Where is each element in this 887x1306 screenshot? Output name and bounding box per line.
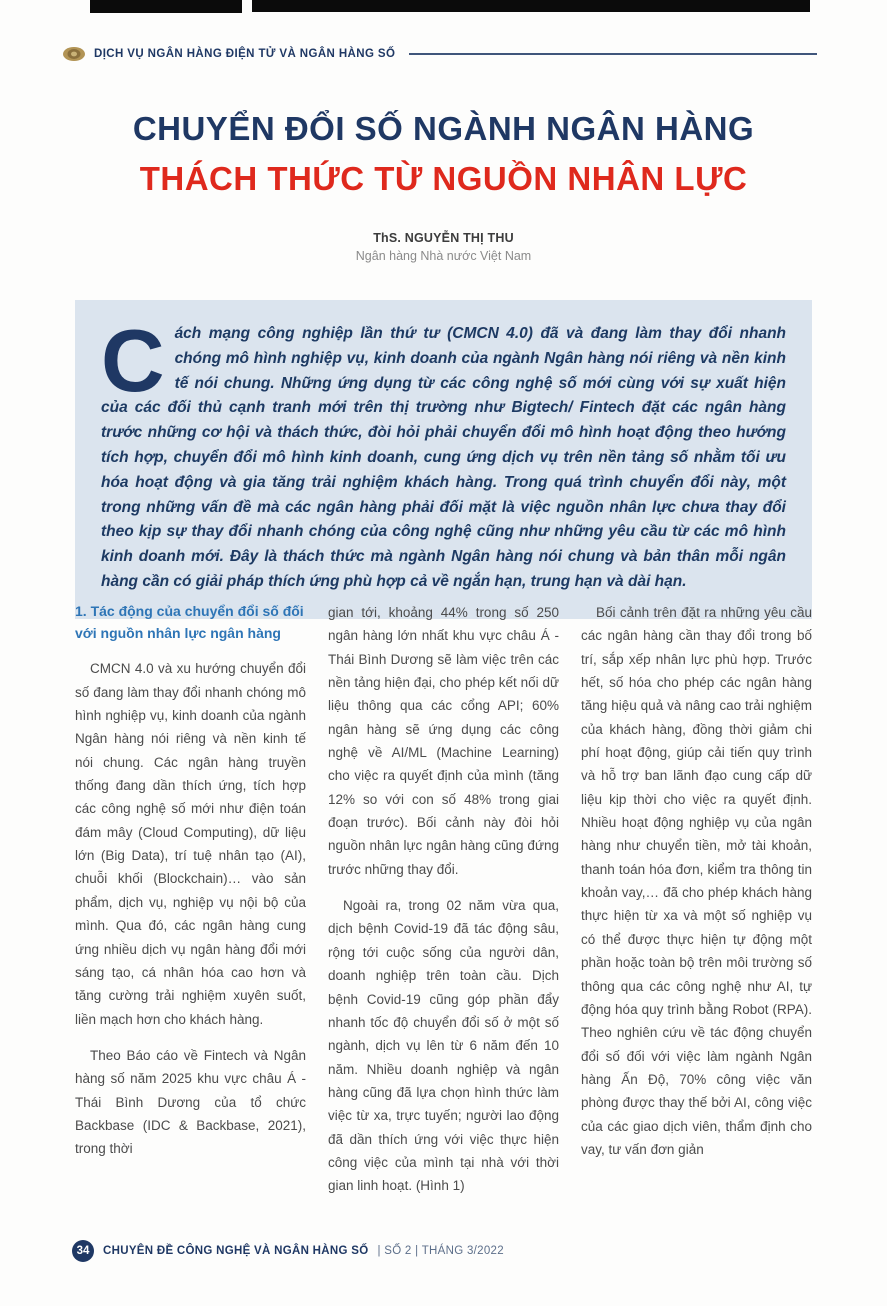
paragraph: Bối cảnh trên đặt ra những yêu cầu các ngân hàng cần thay đổi trong bố trí, sắp xếp nhân lực phù hợp. Trước hết, số hóa cho phép các ngân hàng tăng hiệu quả và nâng cao trải nghiệm của khách hàng, đồng thời giảm chi phí hoạt động, giúp cải tiến quy trình và hỗ trợ ban lãnh đạo cung cấp dữ liệu kịp thời cho việc ra quyết định. Nhiều hoạt động nghiệp vụ của ngân hàng như chuyển tiền, mở tài khoản, thanh toán hóa đơn, kiểm tra thông tin khoản vay,… đã cho phép khách hàng thực hiện từ xa và một số nghiệp vụ có thể được thực hiện tự động một phần hoặc toàn bộ trên môi trường số thông qua các công nghệ như AI, tự động hóa quy trình bằng Robot (RPA). Theo nghiên cứu về tác động chuyển đổi số đối với việc làm ngành Ngân hàng Ấn Độ, 70% công việc văn phòng được thay thế bởi AI, công việc của các giao dịch viên, thẩm định cho vay, tư vấn đơn giản [581, 605, 812, 1157]
footer-issue-info: | SỐ 2 | THÁNG 3/2022 [377, 1245, 504, 1257]
abstract-box [75, 300, 812, 619]
author-block [0, 231, 887, 263]
article-title [0, 110, 887, 198]
abstract-text [101, 311, 786, 595]
page-number-badge: 34 [72, 1240, 94, 1262]
abstract-body: ách mạng công nghiệp lần thứ tư (CMCN 4.0) đã và đang làm thay đổi nhanh chóng mô hình nghiệp vụ, kinh doanh của ngành Ngân hàng nói riêng và nền kinh tế nói chung. Những ứng dụng từ các công nghệ số mới cùng với sự xuất hiện của các đối thủ cạnh tranh mới trên thị trường như Bigtech/ Fintech đặt các ngân hàng trước những cơ hội và thách thức, đòi hỏi phải chuyển đổi mô hình hoạt động theo hướng tích hợp, chuyển đổi mô hình kinh doanh, cung ứng dịch vụ trên nền tảng số nhằm tối ưu hóa hoạt động và gia tăng trải nghiệm khách hàng. Trong quá trình chuyển đổi này, một trong những vấn đề mà các ngân hàng phải đối mặt là việc nguồn nhân lực chưa thay đổi theo kịp sự thay đổi nhanh chóng của công nghệ cũng như những yêu cầu từ các mô hình kinh doanh mới. Đây là thách thức mà ngành Ngân hàng nói chung và bản thân mỗi ngân hàng cần có giải pháp thích ứng phù hợp cả về ngắn hạn, trung hạn và dài hạn. [101, 325, 786, 590]
column-1 [75, 601, 306, 1211]
paragraph: Theo Báo cáo về Fintech và Ngân hàng số năm 2025 khu vực châu Á - Thái Bình Dương của tổ chức Backbase (IDC & Backbase, 2021), trong thời [75, 1047, 306, 1157]
header-section-label: DỊCH VỤ NGÂN HÀNG ĐIỆN TỬ VÀ NGÂN HÀNG SỐ [94, 48, 396, 60]
emblem-icon [62, 46, 86, 62]
abstract-dropcap: C [101, 311, 165, 410]
footer-journal-title: CHUYÊN ĐỀ CÔNG NGHỆ VÀ NGÂN HÀNG SỐ [103, 1245, 369, 1257]
column-3 [581, 601, 812, 1211]
author-name: ThS. NGUYỄN THỊ THU [373, 231, 514, 245]
article-title-line1: CHUYỂN ĐỔI SỐ NGÀNH NGÂN HÀNG [132, 110, 755, 147]
author-affiliation: Ngân hàng Nhà nước Việt Nam [355, 249, 532, 263]
page-footer [72, 1240, 817, 1262]
page-header [62, 46, 817, 62]
article-body [75, 601, 812, 1211]
section-heading-1: 1. Tác động của chuyển đổi số đối với nguồn nhân lực ngân hàng [75, 603, 304, 641]
paragraph: CMCN 4.0 và xu hướng chuyển đổi số đang làm thay đổi nhanh chóng mô hình nghiệp vụ, kinh doanh của ngành Ngân hàng nói riêng và nền kinh tế nói chung. Các ngân hàng truyền thống đang dần thích ứng, tích hợp các công nghệ số mới như điện toán đám mây (Cloud Computing), dữ liệu lớn (Big Data), trí tuệ nhân tạo (AI), chuỗi khối (Blockchain)… vào sản phẩm, dịch vụ, nghiệp vụ nội bộ của mình. Qua đó, các ngân hàng cung ứng nhiều dịch vụ ngân hàng đổi mới sáng tạo, cá nhân hóa cao hơn và tăng cường trải nghiệm xuyên suốt, liền mạch hơn cho khách hàng. [75, 661, 306, 1027]
column-2 [328, 601, 559, 1211]
article-title-line2: THÁCH THỨC TỪ NGUỒN NHÂN LỰC [139, 160, 748, 197]
paragraph: gian tới, khoảng 44% trong số 250 ngân hàng lớn nhất khu vực châu Á - Thái Bình Dương sẽ làm việc trên các nền tảng hiện đại, cho phép kết nối dữ liệu thông qua các cổng API; 60% ngân hàng sẽ ứng dụng các công nghệ về AI/ML (Machine Learning) cho việc ra quyết định của mình (tăng 12% so với con số 48% trong giai đoạn trước). Bối cảnh này đòi hỏi nguồn nhân lực ngân hàng cũng đứng trước những thay đổi. [328, 605, 559, 877]
scan-artifact-bar [252, 0, 810, 12]
scan-artifact-bar [90, 0, 242, 13]
header-rule [409, 53, 817, 55]
paragraph: Ngoài ra, trong 02 năm vừa qua, dịch bệnh Covid-19 đã tác động sâu, rộng tới cuộc sống của người dân, doanh nghiệp trên toàn cầu. Dịch bệnh Covid-19 cũng góp phần đẩy nhanh tốc độ chuyển đổi số ở một số ngành, dịch vụ lên từ 6 năm đến 10 năm. Nhiều doanh nghiệp và ngân hàng cũng đã lựa chọn hình thức làm việc từ xa, trực tuyến; người lao động đã dần thích ứng với việc thực hiện công việc của mình tại nhà với thời gian linh hoạt. (Hình 1) [328, 898, 559, 1194]
